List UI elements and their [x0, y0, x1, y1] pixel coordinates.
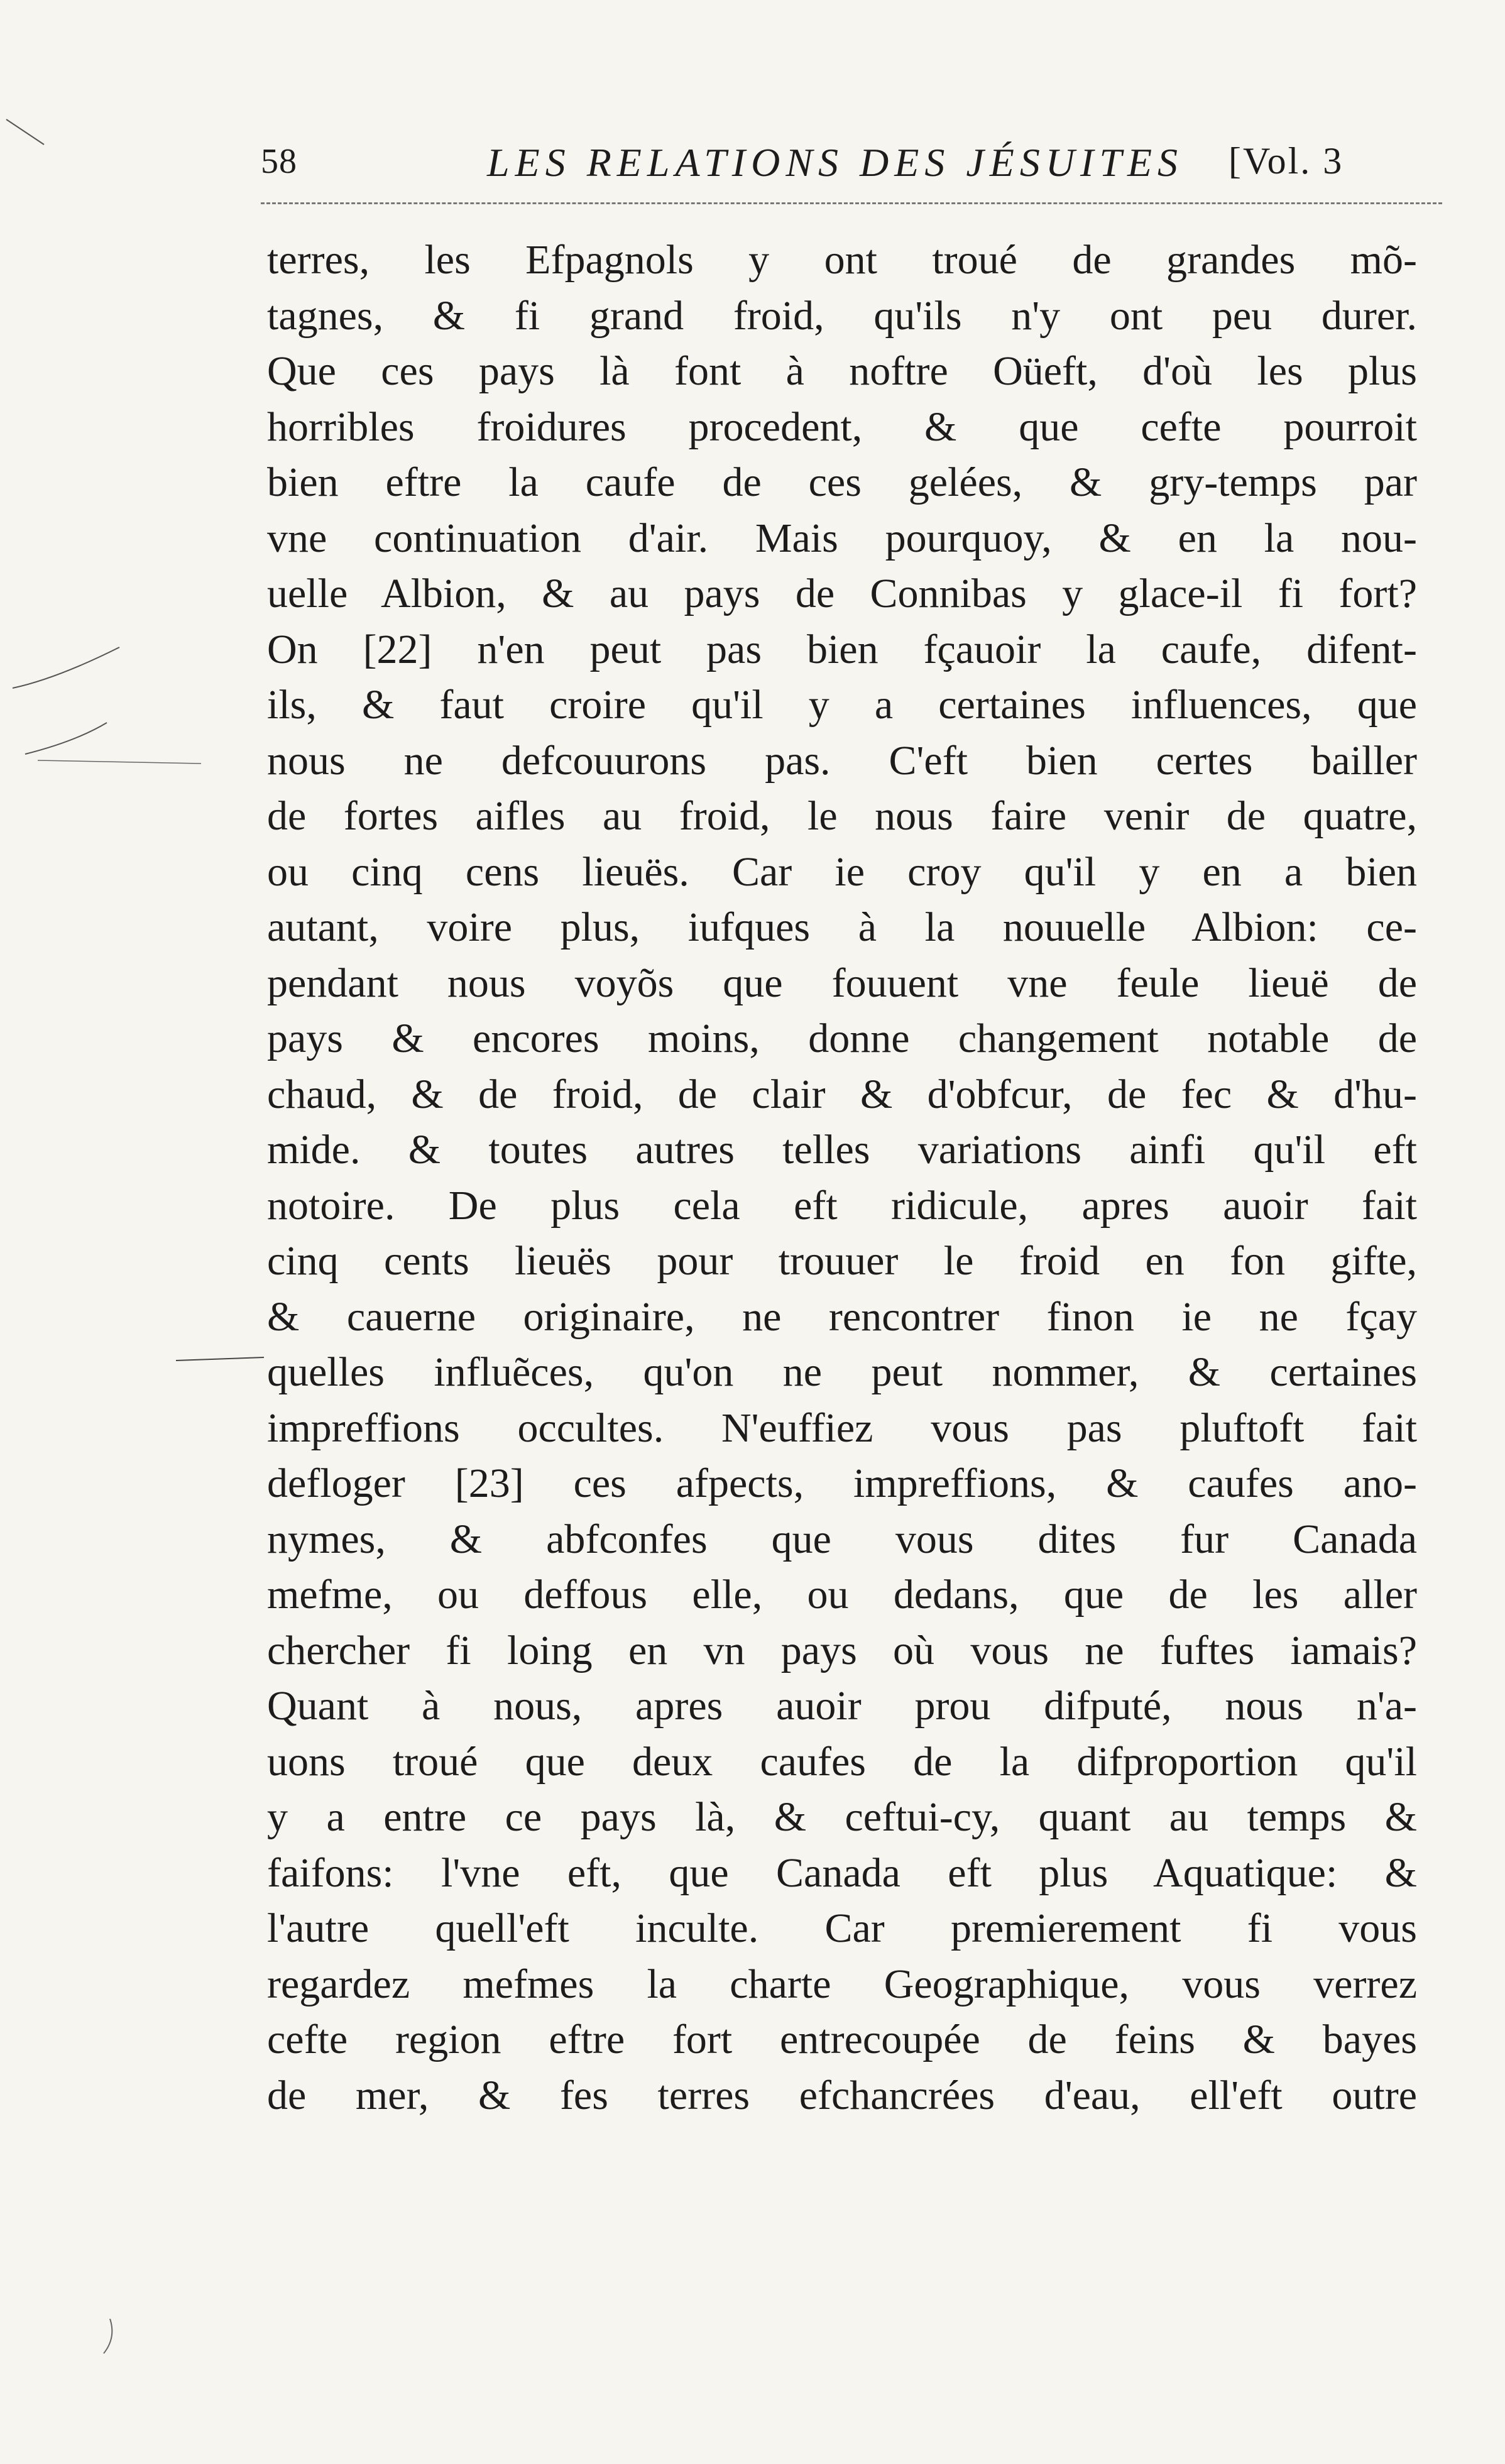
text-line: Quant à nous, apres auoir prou difputé, nous n'a- — [267, 1683, 1417, 1729]
text-line: bien eftre la caufe de ces gelées, & gry-temps par — [267, 459, 1417, 505]
text-line: notoire. De plus cela eft ridicule, apres auoir fait — [267, 1182, 1417, 1229]
text-line: regardez mefmes la charte Geographique, vous verrez — [267, 1961, 1417, 2007]
text-line: de fortes aifles au froid, le nous faire venir de quatre, — [267, 793, 1417, 839]
text-line: On [22] n'en peut pas bien fçauoir la caufe, difent- — [267, 626, 1417, 672]
text-line: ils, & faut croire qu'il y a certaines influences, que — [267, 682, 1417, 728]
text-line: ou cinq cens lieuës. Car ie croy qu'il y en a bien — [267, 848, 1417, 895]
margin-pencil-mark — [104, 2319, 112, 2353]
margin-pencil-mark — [176, 1357, 264, 1361]
text-line: uelle Albion, & au pays de Connibas y glace-il fi fort? — [267, 571, 1417, 616]
header-rule — [261, 202, 1442, 204]
margin-pencil-mark — [13, 647, 119, 688]
text-line: mide. & toutes autres telles variations ainfi qu'il eft — [267, 1127, 1417, 1173]
volume-marker: [Vol. 3 — [1229, 140, 1344, 182]
text-line: de mer, & fes terres efchancrées d'eau, ell'eft outre — [267, 2072, 1417, 2118]
text-line: vne continuation d'air. Mais pourquoy, & en la nou- — [267, 515, 1417, 561]
text-line: defloger [23] ces afpects, impreffions, & caufes ano- — [267, 1460, 1417, 1506]
text-line: cefte region eftre fort entrecoupée de feins & bayes — [267, 2017, 1417, 2062]
margin-pencil-mark — [38, 760, 201, 764]
text-line: mefme, ou deffous elle, ou dedans, que de les aller — [267, 1572, 1417, 1618]
page-header — [0, 0, 1505, 207]
text-line: autant, voire plus, iufques à la nouuelle Albion: ce- — [267, 904, 1417, 950]
text-line: chercher fi loing en vn pays où vous ne fuftes iamais? — [267, 1627, 1417, 1673]
running-title: LES RELATIONS DES JÉSUITES — [487, 140, 1184, 185]
text-line: tagnes, & fi grand froid, qu'ils n'y ont peu durer. — [267, 292, 1417, 339]
text-line: cinq cents lieuës pour trouuer le froid en fon gifte, — [267, 1238, 1417, 1284]
body-text — [267, 233, 1417, 2123]
text-line: terres, les Efpagnols y ont troué de grandes mõ- — [267, 237, 1417, 283]
text-line: pays & encores moins, donne changement notable de — [267, 1016, 1417, 1061]
text-line: nymes, & abfconfes que vous dites fur Canada — [267, 1516, 1417, 1562]
text-line: quelles influẽces, qu'on ne peut nommer, & certaines — [267, 1349, 1417, 1395]
text-line: & cauerne originaire, ne rencontrer finon ie ne fçay — [267, 1293, 1417, 1340]
text-line: faifons: l'vne eft, que Canada eft plus Aquatique: & — [267, 1849, 1417, 1896]
margin-pencil-mark — [25, 723, 107, 754]
text-line: pendant nous voyõs que fouuent vne feule lieuë de — [267, 960, 1417, 1006]
text-line: Que ces pays là font à noftre Oüeft, d'où les plus — [267, 348, 1417, 394]
text-line: y a entre ce pays là, & ceftui-cy, quant au temps & — [267, 1794, 1417, 1840]
text-line: nous ne defcouurons pas. C'eft bien certes bailler — [267, 737, 1417, 784]
text-line: chaud, & de froid, de clair & d'obfcur, de fec & d'hu- — [267, 1071, 1417, 1117]
page-number: 58 — [261, 142, 297, 181]
text-line: uons troué que deux caufes de la difproportion qu'il — [267, 1738, 1417, 1785]
text-line: horribles froidures procedent, & que cefte pourroit — [267, 403, 1417, 450]
text-line: impreffions occultes. N'euffiez vous pas pluftoft fait — [267, 1404, 1417, 1451]
text-line: l'autre quell'eft inculte. Car premierement fi vous — [267, 1905, 1417, 1951]
